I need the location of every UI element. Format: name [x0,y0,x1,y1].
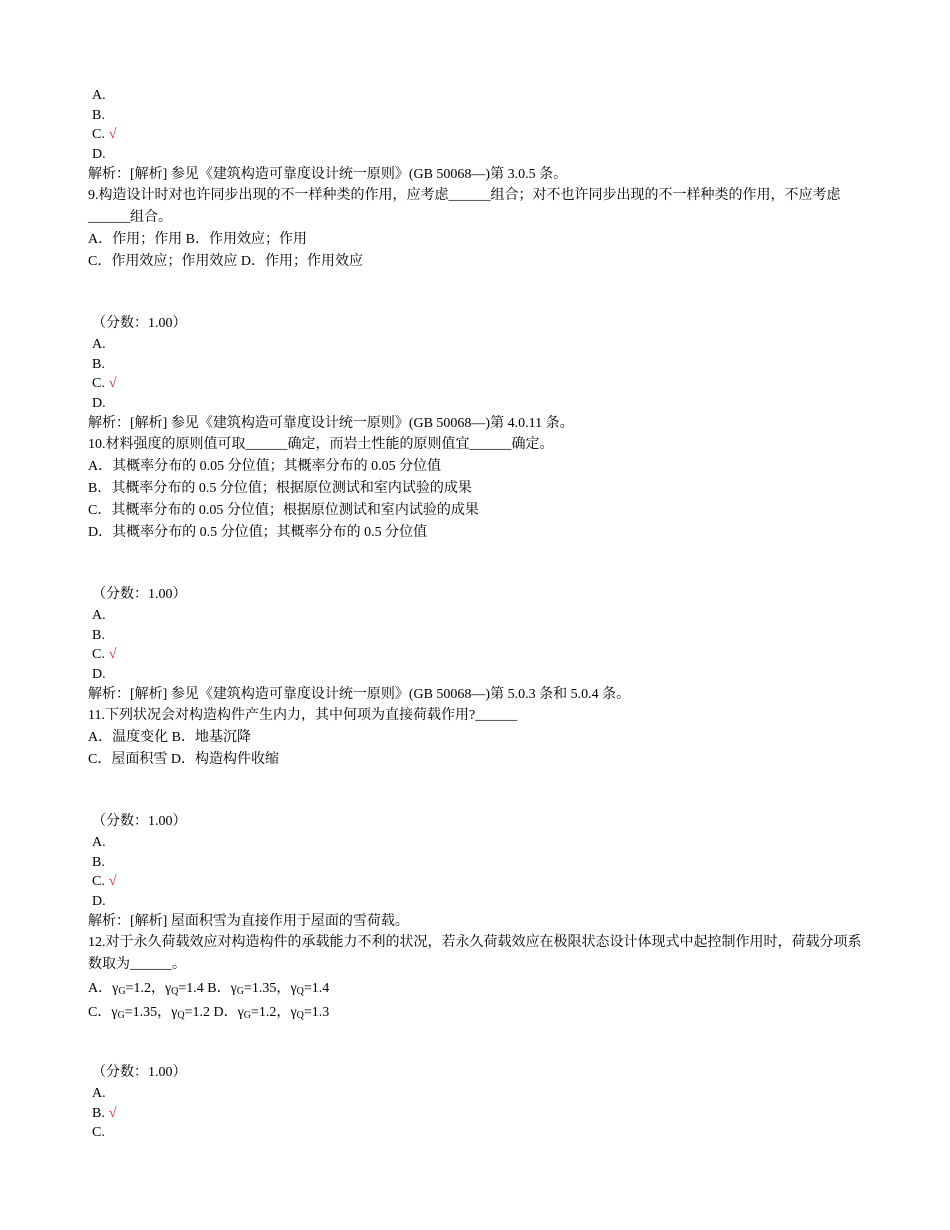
analysis-text: 解析：[解析] 参见《建筑构造可靠度设计统一原则》(GB 50068—)第 5.0.3 条和 5.0.4 条。 [88,687,631,702]
question-11-choices-1: A．温度变化 B．地基沉降 [88,730,251,745]
option-c: C. √ [92,127,117,142]
question-10-choice-a: A．其概率分布的 0.05 分位值；其概率分布的 0.05 分位值 [88,459,442,474]
document-body [88,86,863,1143]
option-b: B. [92,356,105,372]
answer-options [88,86,863,164]
option-d: D. [92,395,106,411]
question-9-score: （分数：1.00） [92,316,187,331]
question-12-choices-2: C．$\gamma_G=1.35$，$\gamma_Q=1.2$ D．$\gamma_G=1.2$，$\gamma_Q=1.3$ [88,1005,330,1021]
correct-mark: √ [108,874,117,889]
correct-mark: √ [108,127,117,142]
option-c: C. √ [92,376,117,391]
question-10-choice-b: B．其概率分布的 0.5 分位值；根据原位测试和室内试验的成果 [88,481,472,496]
analysis-text: 解析：[解析] 屋面积雪为直接作用于屋面的雪荷载。 [88,914,409,929]
correct-mark: √ [108,647,117,662]
option-c: C. √ [92,647,117,662]
option-d: D. [92,146,106,162]
question-12-choices-1: A．$\gamma_G=1.2$，$\gamma_Q=1.4$ B．$\gamma_G=1.35$，$\gamma_Q=1.4$ [88,981,330,997]
question-10-choice-c: C．其概率分布的 0.05 分位值；根据原位测试和室内试验的成果 [88,503,479,518]
option-a: A. [92,608,106,623]
option-c: C. √ [92,874,117,889]
analysis-text: 解析：[解析] 参见《建筑构造可靠度设计统一原则》(GB 50068—)第 3.0.5 条。 [88,167,568,182]
option-b: B. [92,107,105,123]
answer-options [88,1084,863,1143]
correct-mark: √ [108,376,117,391]
option-a: A. [92,835,106,850]
option-a: A. [92,88,106,103]
answer-options [88,833,863,911]
question-11-stem: 11.下列状况会对构造构件产生内力，其中何项为直接荷载作用?______ [88,708,518,723]
option-c: C. [92,1125,105,1140]
option-b: B. [92,627,105,643]
question-11-score: （分数：1.00） [92,814,187,829]
option-b: B. √ [92,1105,117,1121]
option-d: D. [92,666,106,682]
question-12-score: （分数：1.00） [92,1065,187,1080]
question-9-choices-1: A．作用；作用 B．作用效应；作用 [88,232,307,247]
analysis-text: 解析：[解析] 参见《建筑构造可靠度设计统一原则》(GB 50068—)第 4.0.11 条。 [88,416,574,431]
option-a: A. [92,1086,106,1101]
question-11-choices-2: C．屋面积雪 D．构造构件收缩 [88,752,279,767]
question-10-choice-d: D．其概率分布的 0.5 分位值；其概率分布的 0.5 分位值 [88,525,428,540]
correct-mark: √ [108,1105,117,1121]
question-10-score: （分数：1.00） [92,587,187,602]
option-d: D. [92,893,106,909]
question-10-stem: 10.材料强度的原则值可取______确定，而岩土性能的原则值宜______确定。 [88,437,554,452]
answer-options [88,606,863,684]
question-12-stem: 12.对于永久荷载效应对构造构件的承载能力不利的状况，若永久荷载效应在极限状态设计体现式中起控制作用时，荷载分项系数取为______。 [88,935,862,972]
option-a: A. [92,337,106,352]
option-b: B. [92,854,105,870]
answer-options [88,335,863,413]
question-9-choices-2: C．作用效应；作用效应 D．作用；作用效应 [88,254,363,269]
question-9-stem: 9.构造设计时对也许同步出现的不一样种类的作用，应考虑______组合；对不也许同步出现的不一样种类的作用，不应考虑______组合。 [88,188,841,225]
